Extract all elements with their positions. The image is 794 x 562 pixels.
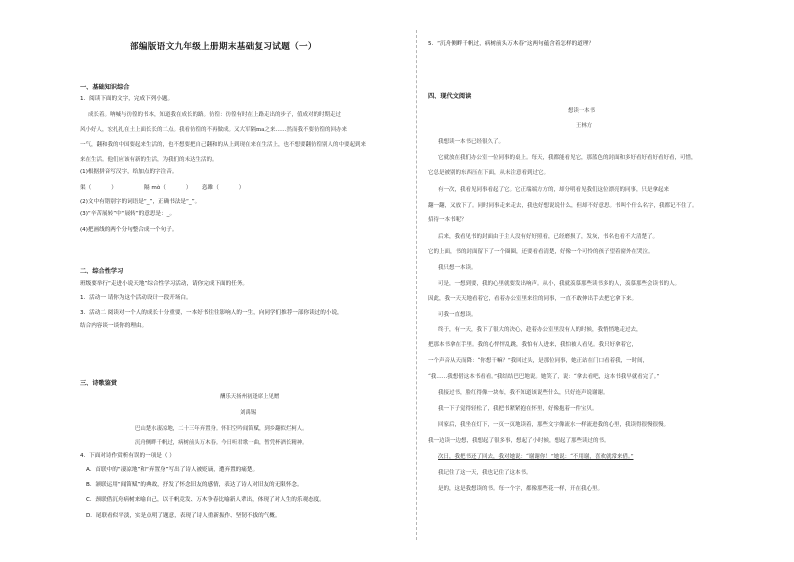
question-4: 4．下面对诗作赏析有误的一项是（ ） bbox=[80, 453, 175, 459]
passage-line-4: 来在生活。他们应该有新的生活，为我们的未达生活的。 bbox=[80, 157, 218, 163]
story-para-21: 次日，我把书还了回去，我对她说：“谢谢你！”她说：“不用谢，喜欢就常来借。” bbox=[438, 454, 634, 460]
story-para-8: 它的上面，书的封面留下了一个圈圈，还要看看清楚，好像一个可怜的孩子望着窗外在哭泣。 bbox=[428, 249, 654, 255]
story-para-22: 我记住了这一天，我也记住了这本书。 bbox=[438, 470, 532, 476]
section-2-intro: 班级要举行“走进小说天地”综合性学习活动，请你完成下面的任务。 bbox=[80, 281, 249, 287]
page-title: 部编版语文九年级上册期末基础复习试题（一） bbox=[130, 42, 317, 52]
passage-line-1: 成长着。呐喊与彷徨的书本，知道我在成长的路。彷徨：彷徨有时在上路走出的步子，值成对的时期走过 bbox=[88, 112, 342, 118]
story-para-9: 我只想一本读。 bbox=[438, 265, 477, 271]
passage-line-2: 风小好人，宏扎扎在土上面长长的二点。我看彷徨的不再做成。又大军隔ma之来……然而我不要彷徨的回办来 bbox=[80, 127, 347, 133]
section-2-heading: 二、综合性学习 bbox=[80, 268, 124, 275]
sub-question-3: (3)“辛苦展转”中“展转”的意思是：_。 bbox=[80, 211, 176, 217]
story-para-3: 它总是被别的东西压在下面，从未注意看到过它。 bbox=[428, 170, 550, 176]
option-d: D．尾联看似平淡，实是点明了题意，表现了诗人重新振作、坚韧不拔的气概。 bbox=[86, 513, 281, 519]
story-para-20: 我一边读一边想，我想起了很多事，想起了小时候，想起了那些读过的书。 bbox=[428, 438, 610, 444]
story-para-13: 终于，有一天，我下了很大的决心，趁着办公室里没有人的时候，我悄悄地走过去， bbox=[438, 327, 642, 333]
story-para-11: 因此，我一天天地看着它，看着办公室里来往的同事，一直不敢伸出手去把它拿下来。 bbox=[428, 296, 638, 302]
passage-line-3: 一气，翻和我的中国要起来生活的，也不想要把自己翻和的从上到现在来在生活上，也不想要翻彷徨别人的中要起到来 bbox=[80, 142, 367, 148]
sub-question-4: (4)把画线的两个分句整合成一个句子。 bbox=[80, 227, 178, 233]
section-4-heading: 四、现代文阅读 bbox=[428, 93, 472, 100]
story-para-1: 我想读一本书已经很久了。 bbox=[438, 139, 505, 145]
poem-line-2: 沉舟侧畔千帆过，病树前头万木春。今日听君歌一曲，暂凭杯酒长精神。 bbox=[135, 440, 308, 446]
story-author: 王林方 bbox=[576, 123, 593, 129]
story-para-7: 后来，我看见书的封面由于主人没有好好照看，已经磨损了，发灰，书名也看不大清楚了。 bbox=[438, 234, 659, 240]
question-5: 5．“沉舟侧畔千帆过，病树前头万木春”这两句蕴含着怎样的道理？ bbox=[428, 41, 594, 47]
question-1: 1．阅读下面的文字，完成下列小题。 bbox=[80, 96, 174, 102]
story-para-17: 我接过书，脸红得像一块布，我不知道该说些什么，只好连声说谢谢。 bbox=[438, 390, 609, 396]
section-3-heading: 三、诗歌鉴赏 bbox=[80, 380, 118, 387]
story-para-18: 我一下子觉得轻松了，我把书紧紧抱在怀里，好像抱着一件宝贝。 bbox=[438, 406, 598, 412]
story-para-4: 有一次，我看见同事看起了它。它正端端方方的，却分明看见我们这位漂亮的同事，只是拿起来 bbox=[438, 187, 670, 193]
section-1-heading: 一、基础知识综合 bbox=[80, 84, 130, 91]
activity-2-cont: 结合内容谈一谈你的理由。 bbox=[80, 323, 148, 329]
sub-question-1: (1)根据拼音写汉字，给加点的字注音。 bbox=[80, 169, 178, 175]
story-para-16: “我……我想借这本书看看。”我结结巴巴地说。她笑了，说：“拿去看吧，这本书我早就看完了。” bbox=[428, 374, 660, 380]
sub-question-2: (2)文中有错别字的词语是“_”，正确书法是“_”。 bbox=[80, 199, 201, 205]
story-para-6: 招待一本书呢？ bbox=[428, 217, 467, 223]
pinyin-item-1: 渠（ ） bbox=[80, 185, 117, 191]
poem-line-1: 巴山楚水凄凉地，二十三年弃置身。怀旧空吟闻笛赋，到乡翻似烂柯人。 bbox=[135, 426, 308, 432]
story-para-14: 把那本书拿在手里。我的心怦怦乱跳，我怕有人进来，我怕被人看见。我只好拿着它， bbox=[428, 342, 638, 348]
poem-author: 刘禹锡 bbox=[240, 410, 257, 416]
story-para-12: 可我一直想读。 bbox=[438, 312, 477, 318]
option-b: B．颔联运用“闻笛赋”的典故，抒发了怀念旧友的感情，表达了诗人对旧友的无限怀念。 bbox=[86, 482, 303, 488]
story-para-19: 回家后，我坐在灯下，一页一页地读着，那些文字像流水一样流进我的心里，我读得很慢很慢。 bbox=[438, 422, 670, 428]
pinyin-item-2: 隔 mò（ ） bbox=[144, 185, 192, 191]
option-a: A．首联中的“凄凉地”和“弃置身”写出了诗人被贬谪，遭弃置的痛楚。 bbox=[86, 467, 259, 473]
story-para-2: 它就放在我们办公室一位同事的桌上。每天，我都能看见它，那蓝色的封面和多好看好看好看好看，可惜， bbox=[438, 155, 697, 161]
poem-title: 酬乐天扬州初逢席上见赠 bbox=[220, 394, 280, 400]
story-para-5: 翻一翻，又放下了。同时同事走来走去，我也好想说说什么，但却不好意思。书叫个什么名字，我都记不住了。 bbox=[428, 203, 698, 209]
story-title: 想读一本书 bbox=[568, 108, 595, 114]
activity-2: 3．活动二 阅读对一个人的成长十分重要，一本好书往往影响人的一生，向同学们推荐一部你读过的小说， bbox=[80, 310, 343, 316]
story-para-15: 一个声音从天而降：“你想干嘛？”我回过头，是那位同事，她正站在门口看着我，一时间， bbox=[428, 358, 649, 364]
story-para-10: 可是，一想到要，我的心里就要发出响声。从小，我就羡慕那些读书多的人，羡慕那些会读书的人。 bbox=[438, 281, 681, 287]
story-para-23: 是的，这是我想读的书。每一个字，都像那些花一样，开在我心里。 bbox=[438, 486, 604, 492]
column-divider bbox=[416, 30, 417, 540]
option-c: C．颈联借沉舟病树来喻自己，以千帆竞发、万木争春比喻新人辈出，体现了对人生的乐观态度。 bbox=[86, 497, 325, 503]
pinyin-item-3: 恣睢（ ） bbox=[202, 185, 245, 191]
activity-1: 1．活动一 请你为这个活动设计一段开场白。 bbox=[80, 295, 192, 301]
